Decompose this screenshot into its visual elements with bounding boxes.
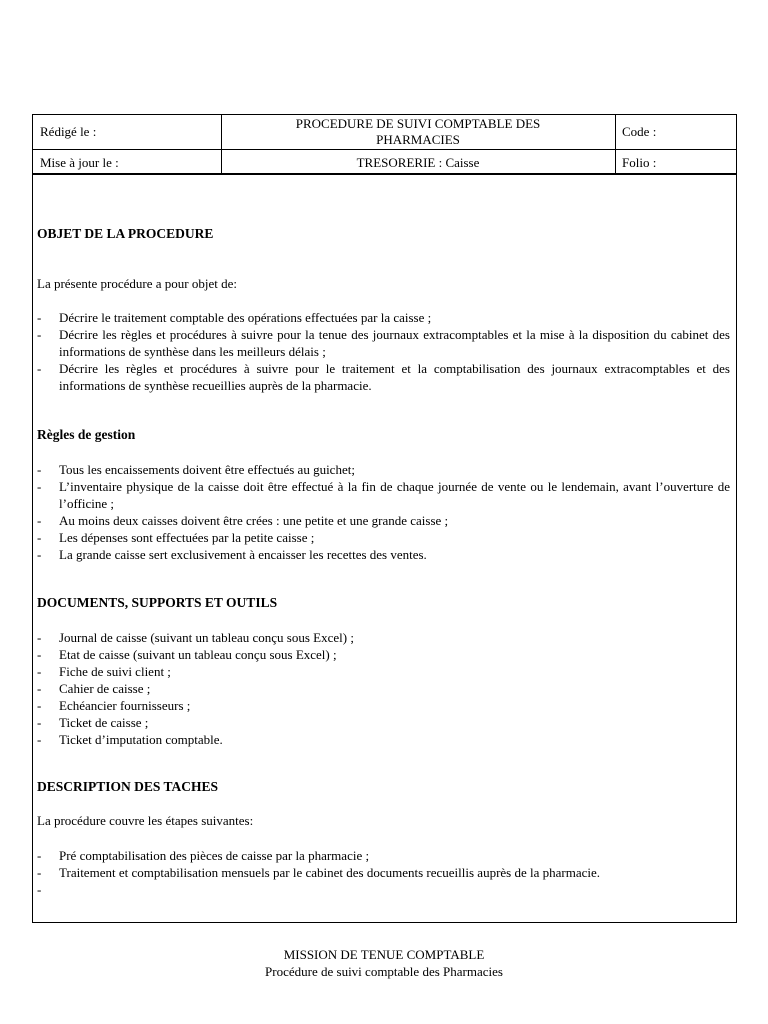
- footer-procedure: Procédure de suivi comptable des Pharmacies: [265, 964, 503, 979]
- section-title-objet: OBJET DE LA PROCEDURE: [37, 226, 214, 241]
- list-item: - Cahier de caisse ;: [37, 681, 151, 696]
- description-intro: La procédure couvre les étapes suivantes:: [37, 813, 254, 828]
- mise-a-jour-label: Mise à jour le :: [40, 155, 119, 170]
- header-divider: [33, 149, 736, 150]
- list-item: - Au moins deux caisses doivent être crées : une petite et une grande caisse ;: [37, 513, 449, 528]
- document-title-line2: PHARMACIES: [376, 132, 460, 147]
- list-item: - Journal de caisse (suivant un tableau conçu sous Excel) ;: [37, 630, 354, 645]
- objet-list: [37, 309, 730, 394]
- list-item: - Traitement et comptabilisation mensuels par le cabinet des documents recueillis auprès de la pharmacie.: [37, 865, 601, 880]
- documents-list: [37, 629, 737, 748]
- redige-label: Rédigé le :: [40, 124, 97, 139]
- list-item: - Les dépenses sont effectuées par la petite caisse ;: [37, 530, 315, 545]
- footer-mission: MISSION DE TENUE COMPTABLE: [283, 947, 485, 962]
- list-item: - Echéancier fournisseurs ;: [37, 698, 191, 713]
- regles-list: [37, 461, 730, 563]
- list-item: - Décrire les règles et procédures à suivre pour le traitement et la comptabilisation des journaux extracomptables et des informations de synthèse recueillies auprès de la pharmacie.: [37, 361, 730, 393]
- list-item: - Ticket de caisse ;: [37, 715, 149, 730]
- list-item: - Fiche de suivi client ;: [37, 664, 171, 679]
- list-item: - L’inventaire physique de la caisse doit être effectué à la fin de chaque journée de vente ou le lendemain, avant l’ouverture de l’officine ;: [37, 479, 730, 511]
- document-subtitle: TRESORERIE : Caisse: [356, 155, 480, 170]
- folio-label: Folio :: [622, 155, 657, 170]
- code-label: Code :: [622, 124, 657, 139]
- list-item: - Décrire les règles et procédures à suivre pour la tenue des journaux extracomptables et la mise à la disposition du cabinet des informations de synthèse dans les meilleurs délais ;: [37, 327, 730, 359]
- section-title-description: DESCRIPTION DES TACHES: [37, 779, 219, 794]
- list-item: - Décrire le traitement comptable des opérations effectuées par la caisse ;: [37, 310, 432, 325]
- section-title-documents: DOCUMENTS, SUPPORTS ET OUTILS: [37, 595, 278, 610]
- section-title-regles: Règles de gestion: [37, 427, 136, 442]
- list-item: -: [37, 882, 42, 897]
- list-item: - Ticket d’imputation comptable.: [37, 732, 223, 747]
- document-title-line1: PROCEDURE DE SUIVI COMPTABLE DES: [295, 116, 541, 131]
- list-item: - Etat de caisse (suivant un tableau conçu sous Excel) ;: [37, 647, 337, 662]
- list-item: - La grande caisse sert exclusivement à encaisser les recettes des ventes.: [37, 547, 427, 562]
- document-title: [221, 116, 615, 148]
- objet-intro: La présente procédure a pour objet de:: [37, 276, 237, 291]
- list-item: - Pré comptabilisation des pièces de caisse par la pharmacie ;: [37, 848, 370, 863]
- list-item: - Tous les encaissements doivent être effectués au guichet;: [37, 462, 355, 477]
- description-list: [37, 847, 737, 898]
- header-table: [32, 114, 737, 174]
- header-divider: [615, 115, 616, 173]
